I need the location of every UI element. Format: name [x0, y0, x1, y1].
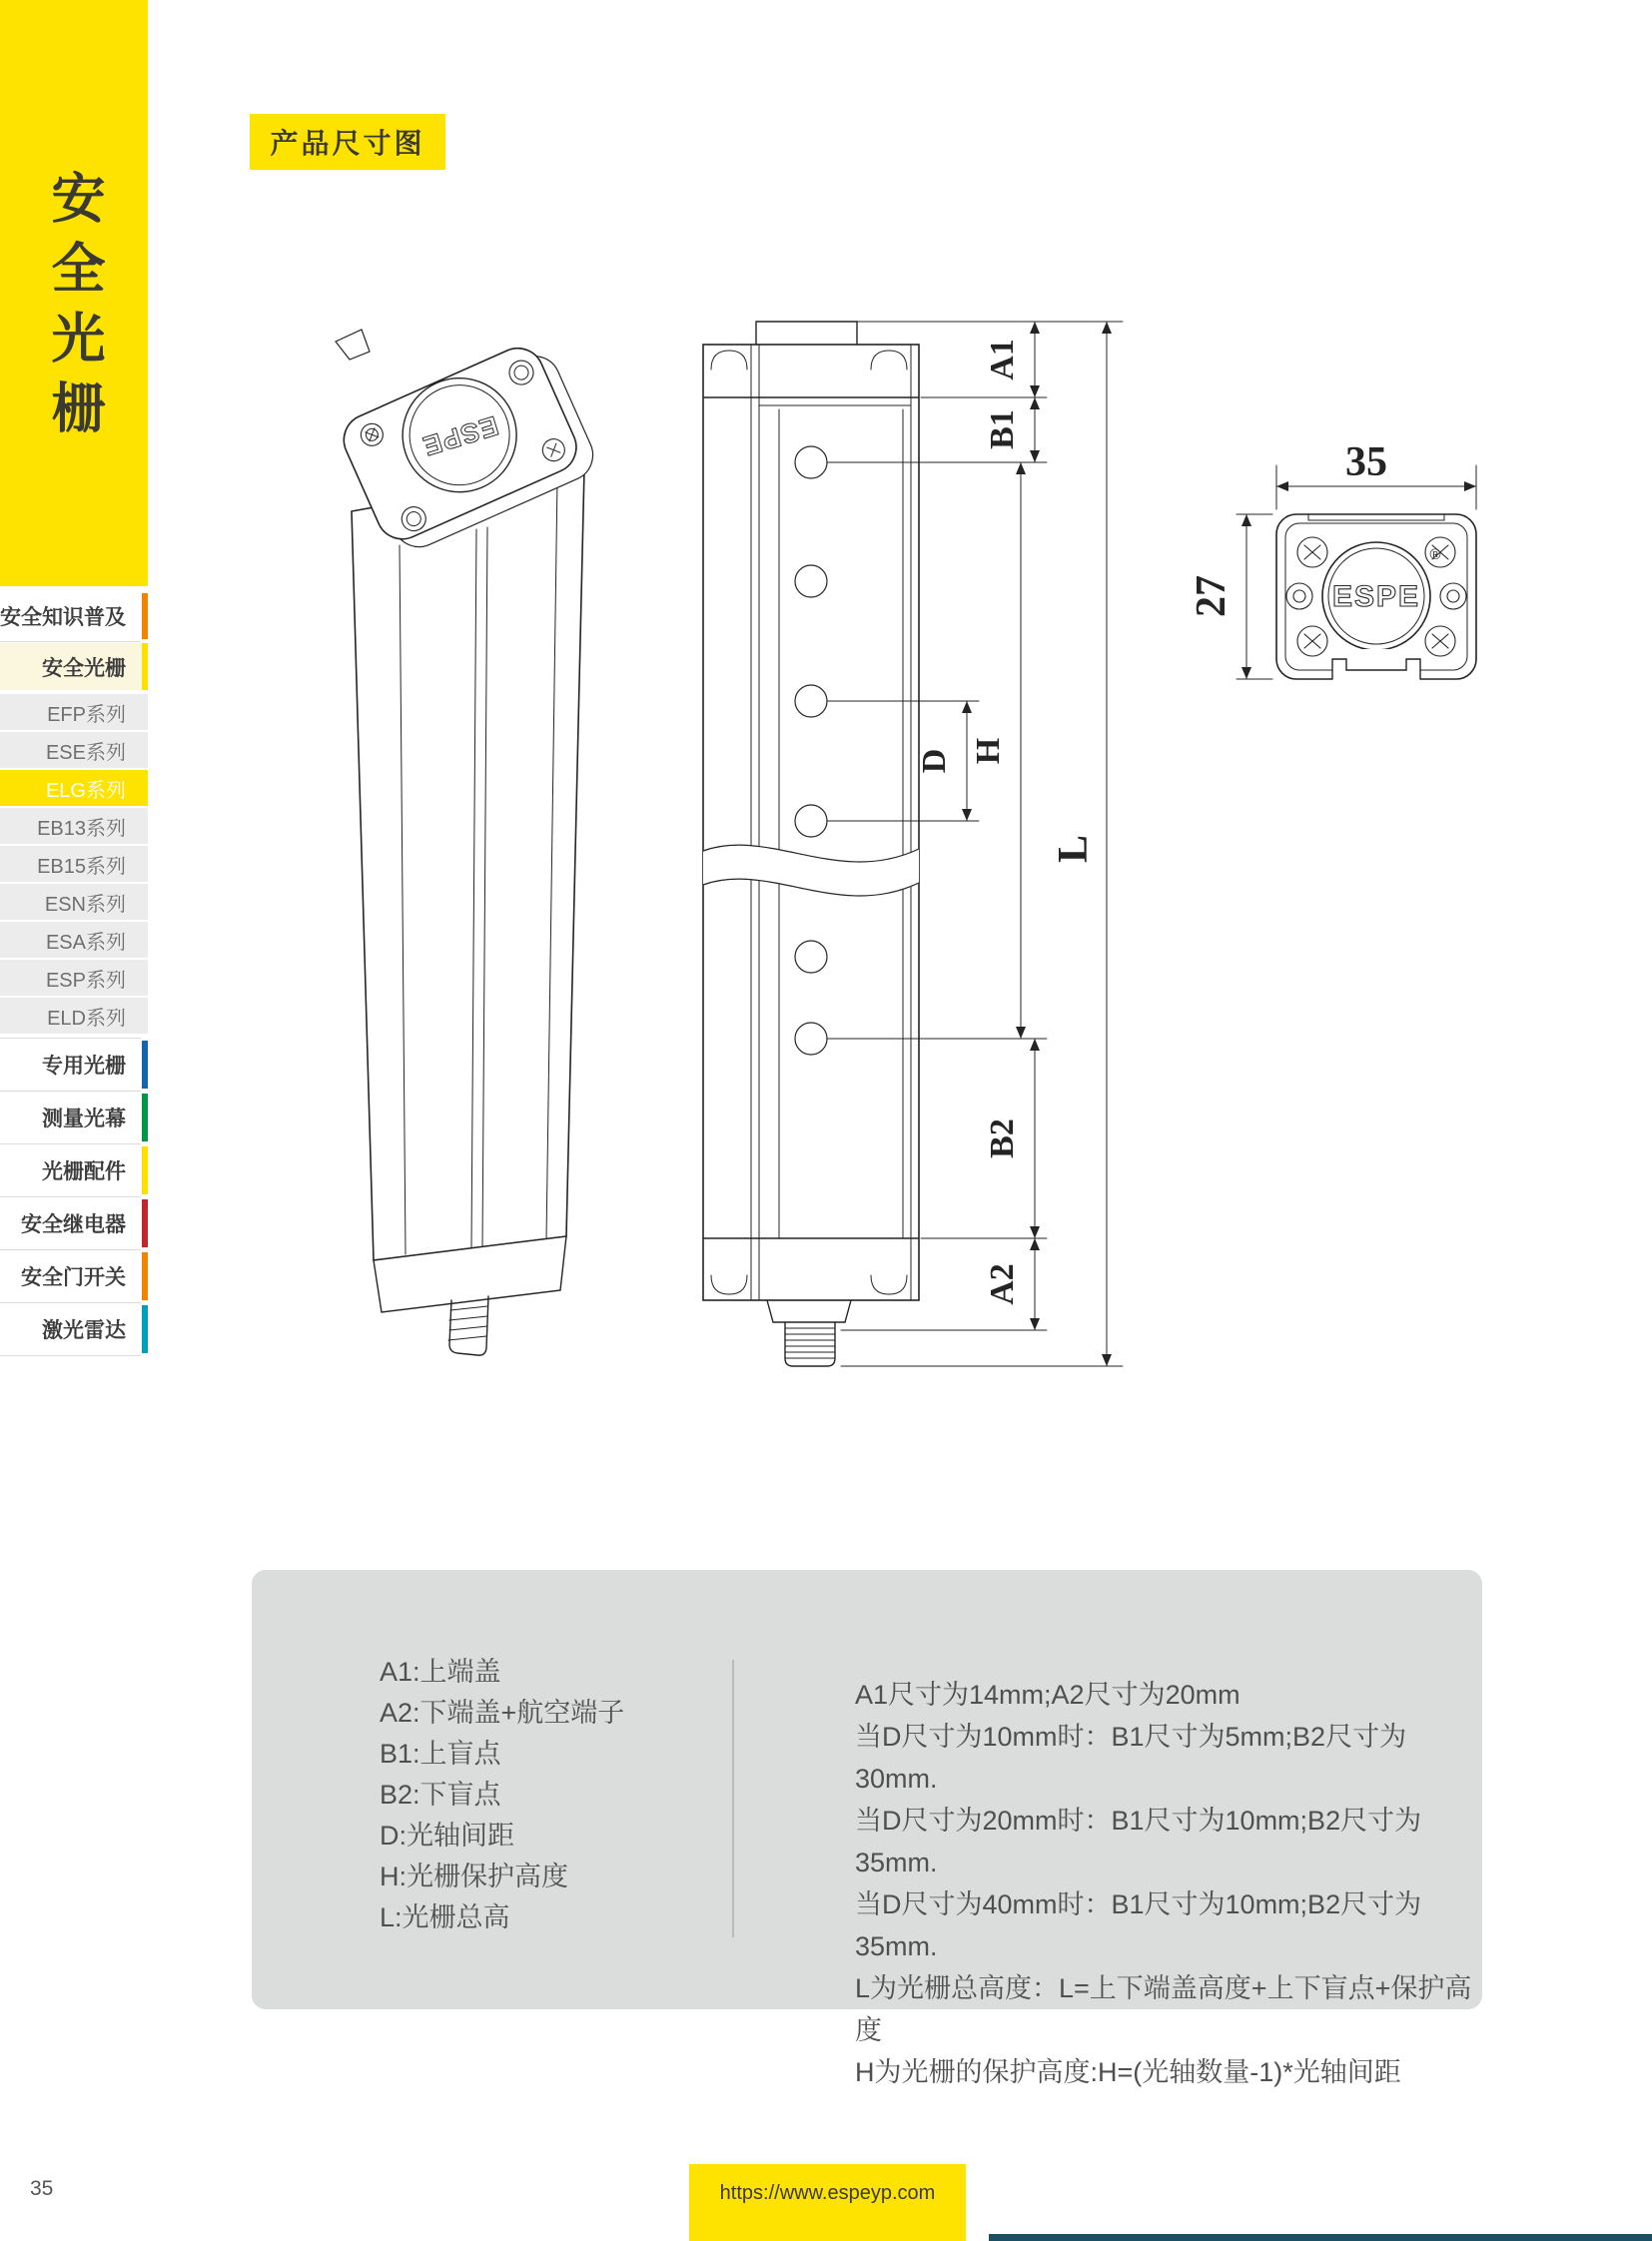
- top-view: [1189, 439, 1476, 683]
- legend-divider: [732, 1660, 734, 1937]
- legend-note: L为光栅总高度：L=上下端盖高度+上下盲点+保护高度: [855, 1973, 1472, 2045]
- sidebar-item-special-gratings[interactable]: 专用光栅: [0, 1041, 148, 1089]
- sidebar-item-esa[interactable]: ESA系列: [0, 922, 148, 958]
- sidebar-item-accessories[interactable]: 光栅配件: [0, 1146, 148, 1194]
- page-number: 35: [30, 2177, 54, 2200]
- sidebar-item-safety-door-switch[interactable]: 安全门开关: [0, 1252, 148, 1300]
- sidebar-item-esn[interactable]: ESN系列: [0, 884, 148, 920]
- sidebar-item-elg-selected[interactable]: ELG系列: [0, 770, 148, 806]
- sidebar-item-safety-relay[interactable]: 安全继电器: [0, 1199, 148, 1247]
- brand-registered-mark: ®: [1429, 546, 1441, 563]
- legend-item: L:光栅总高: [380, 1902, 510, 1932]
- website-link-badge[interactable]: [689, 2164, 966, 2241]
- legend-item: H:光栅保护高度: [380, 1862, 568, 1891]
- legend-item: B2:下盲点: [380, 1780, 501, 1810]
- legend-item: D:光轴间距: [380, 1821, 514, 1851]
- front-view: [703, 322, 1047, 1366]
- dimension-arrows: [962, 322, 1476, 1366]
- sidebar-item-esp[interactable]: ESP系列: [0, 960, 148, 996]
- legend-note: A1尺寸为14mm;A2尺寸为20mm: [855, 1680, 1240, 1710]
- legend-right-column: [855, 1674, 1482, 2093]
- legend-item: A2:下端盖+航空端子: [380, 1698, 625, 1728]
- dim-label-a1: A1: [984, 339, 1021, 380]
- sidebar-item-measuring-curtain[interactable]: 测量光幕: [0, 1094, 148, 1141]
- sidebar-item-safety-knowledge[interactable]: 安全知识普及: [0, 593, 148, 639]
- section-title-badge: 产品尺寸图: [250, 114, 445, 170]
- legend-item: B1:上盲点: [380, 1739, 501, 1769]
- sidebar-item-ese[interactable]: ESE系列: [0, 732, 148, 768]
- legend-left-column: [380, 1652, 624, 1938]
- legend-note: H为光栅的保护高度:H=(光轴数量-1)*光轴间距: [855, 2057, 1401, 2087]
- brand-logo-perspective: ESPE: [417, 409, 502, 462]
- sidebar-item-eb13[interactable]: EB13系列: [0, 808, 148, 844]
- dim-label-b2: B2: [984, 1119, 1021, 1158]
- perspective-view: [336, 330, 601, 1355]
- dim-label-a2: A2: [984, 1263, 1021, 1305]
- legend-note: 当D尺寸为10mm时：B1尺寸为5mm;B2尺寸为30mm.: [855, 1722, 1407, 1794]
- dim-label-height: 27: [1189, 575, 1235, 617]
- dim-label-width: 35: [1345, 439, 1387, 485]
- legend-panel: [252, 1570, 1482, 2087]
- website-url: https://www.espeyp.com: [719, 2182, 936, 2204]
- next-page-edge-strip: [989, 2234, 1652, 2241]
- legend-item: A1:上端盖: [380, 1657, 501, 1687]
- dim-label-b1: B1: [984, 409, 1021, 449]
- sidebar-item-safety-light-curtain[interactable]: 安全光栅: [0, 643, 148, 690]
- dim-label-h: H: [970, 737, 1007, 765]
- legend-note: 当D尺寸为20mm时：B1尺寸为10mm;B2尺寸为35mm.: [855, 1806, 1422, 1877]
- sidebar-item-laser-radar[interactable]: 激光雷达: [0, 1305, 148, 1353]
- brand-logo-top-view: ESPE: [1331, 580, 1421, 613]
- sidebar-item-eb15[interactable]: EB15系列: [0, 846, 148, 882]
- sidebar-vertical-title: 安全光栅: [44, 170, 104, 449]
- dim-label-d: D: [916, 748, 953, 774]
- dim-label-l: L: [1051, 834, 1097, 864]
- sidebar-item-efp[interactable]: EFP系列: [0, 694, 148, 730]
- dimension-labels: [916, 339, 1097, 1305]
- legend-note: 当D尺寸为40mm时：B1尺寸为10mm;B2尺寸为35mm.: [855, 1889, 1422, 1961]
- sidebar-item-eld[interactable]: ELD系列: [0, 998, 148, 1034]
